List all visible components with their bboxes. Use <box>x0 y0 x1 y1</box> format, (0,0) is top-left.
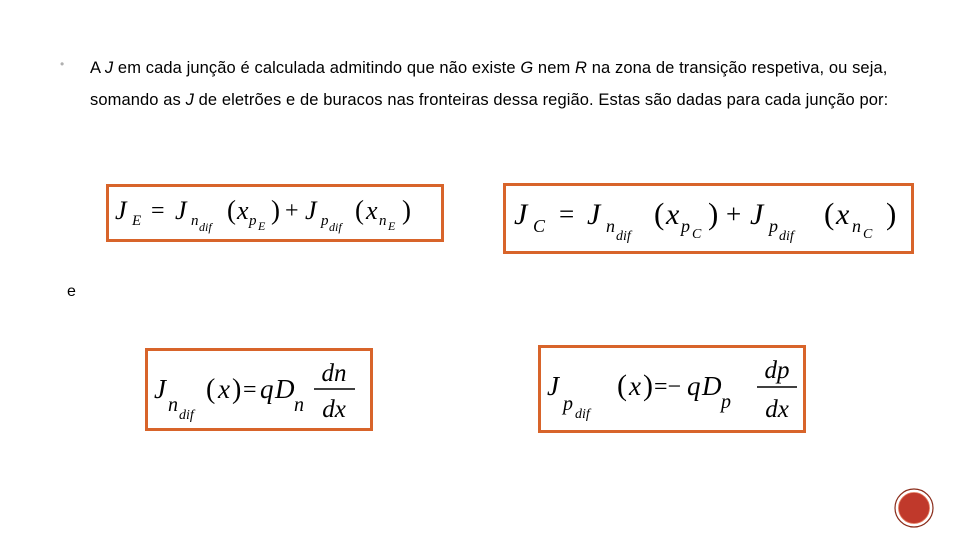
eq2-lparen: ( <box>654 196 665 231</box>
eq1-dif: dif <box>199 220 212 234</box>
eq1-lparen2: ( <box>355 195 364 225</box>
eq2-rparen: ) <box>708 196 719 231</box>
equation-Jpdif <box>541 348 803 430</box>
eq2-sub-C3: C <box>863 227 873 242</box>
para-G: G <box>520 59 534 77</box>
eq1-equals: = <box>151 198 165 224</box>
eq1-plus: + <box>285 198 299 224</box>
eq1-J2: J <box>175 196 187 225</box>
eq4-equals-minus: =− <box>654 374 682 400</box>
eq1-p2: p <box>321 213 329 229</box>
eq2-lparen2: ( <box>824 196 835 231</box>
eq3-J: J <box>154 374 166 404</box>
equation-JE <box>109 187 441 239</box>
eq4-denominator: dx <box>765 396 789 423</box>
eq3-q: q <box>260 374 274 404</box>
eq3-denominator: dx <box>322 396 346 423</box>
eq3-numerator: dn <box>321 360 347 387</box>
eq4-x: x <box>629 371 641 401</box>
eq3-n2: n <box>294 394 304 416</box>
eq3-lparen: ( <box>206 374 216 405</box>
eq2-J: J <box>514 198 528 231</box>
equation-JC <box>506 186 911 251</box>
eq1-dif2: dif <box>329 220 342 234</box>
eq4-lparen: ( <box>617 369 627 402</box>
eq3-n: n <box>168 394 178 416</box>
eq1-sub-E: E <box>132 213 142 229</box>
eq4-numerator: dp <box>764 357 790 384</box>
eq2-sub-C: C <box>533 216 546 236</box>
eq4-rparen: ) <box>643 369 653 402</box>
eq4-D: D <box>702 371 722 401</box>
eq3-D: D <box>275 374 295 404</box>
para-seg5: de eletrões e de buracos nas fronteiras dessa região. Estas são dadas para cada junção por: <box>193 91 889 109</box>
eq1-x2: x <box>366 196 378 225</box>
eq2-equals: = <box>559 199 575 229</box>
circular-emblem-icon <box>894 488 934 528</box>
eq2-rparen2: ) <box>886 196 897 231</box>
equation-JC-box <box>503 183 914 254</box>
eq1-sub-E2: E <box>258 219 266 233</box>
eq2-sub-C2: C <box>692 227 702 242</box>
para-R: R <box>575 59 588 77</box>
eq3-equals: = <box>243 377 257 403</box>
equation-Jndif-box <box>145 348 373 431</box>
eq2-plus: + <box>726 199 742 229</box>
equation-Jndif <box>148 351 370 428</box>
para-seg1: A <box>90 59 105 77</box>
connector-e: e <box>67 283 76 300</box>
equation-Jpdif-box <box>538 345 806 433</box>
eq1-J3: J <box>305 196 317 225</box>
eq2-J3: J <box>750 198 764 231</box>
eq1-rparen: ) <box>271 195 280 225</box>
eq2-x2: x <box>836 198 850 231</box>
eq2-x: x <box>666 198 680 231</box>
paragraph-text <box>90 52 910 116</box>
eq2-n2: n <box>852 216 861 236</box>
eq1-x: x <box>237 196 249 225</box>
eq1-n: n <box>191 213 199 229</box>
para-J2: J <box>185 91 194 109</box>
eq4-p: p <box>563 393 573 415</box>
eq2-dif: dif <box>616 229 631 244</box>
equation-JE-box <box>106 184 444 242</box>
eq1-p: p <box>249 213 257 229</box>
eq3-dif: dif <box>179 408 194 423</box>
eq4-p2: p <box>721 391 731 413</box>
eq2-n: n <box>606 216 615 236</box>
eq4-q: q <box>687 371 701 401</box>
eq2-p2: p <box>769 216 778 236</box>
para-seg4: na zona de transição respetiva, ou seja, somando as <box>90 59 888 109</box>
eq1-lparen: ( <box>227 195 236 225</box>
eq3-rparen: ) <box>232 374 242 405</box>
bullet-marker: • <box>60 57 65 71</box>
eq2-dif2: dif <box>779 229 794 244</box>
eq4-dif: dif <box>575 407 590 422</box>
eq4-J: J <box>547 371 559 401</box>
eq1-J: J <box>115 196 127 225</box>
eq2-p: p <box>681 216 690 236</box>
eq1-n2: n <box>379 213 387 229</box>
eq1-sub-E3: E <box>388 219 396 233</box>
para-seg3: nem <box>533 59 576 77</box>
eq3-x: x <box>218 374 230 404</box>
eq1-rparen2: ) <box>402 195 411 225</box>
eq2-J2: J <box>587 198 601 231</box>
para-seg2: em cada junção é calculada admitindo que não existe <box>113 59 521 77</box>
para-J1: J <box>104 59 114 77</box>
